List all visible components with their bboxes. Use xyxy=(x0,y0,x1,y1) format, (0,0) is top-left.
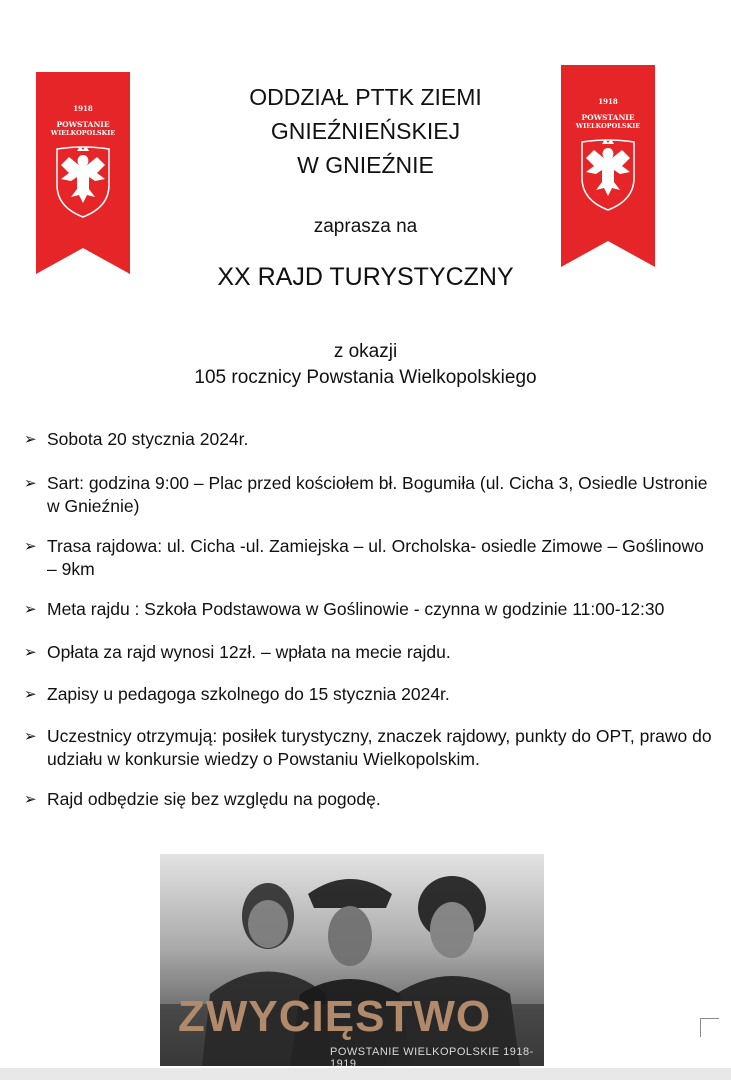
banner-year: 1918 xyxy=(598,97,618,106)
banner-line1: POWSTANIE xyxy=(56,120,110,129)
organization-title xyxy=(0,80,731,182)
arrow-bullet-icon: ➢ xyxy=(24,538,37,555)
occasion-line-1: z okazji xyxy=(333,341,398,362)
poster-subtitle: POWSTANIE WIELKOPOLSKIE 1918-1919 xyxy=(330,1046,534,1066)
list-item-text: Zapisy u pedagoga szkolnego do 15 stycznia 2024r. xyxy=(47,684,450,704)
arrow-bullet-icon: ➢ xyxy=(24,791,37,808)
zwyciestwo-poster-image xyxy=(160,854,544,1066)
list-item xyxy=(24,788,714,811)
event-title: XX RAJD TURYSTYCZNY xyxy=(217,263,514,291)
list-item xyxy=(24,725,714,771)
poster-title: ZWYCIĘSTWO xyxy=(178,992,492,1041)
occasion-line-2: 105 rocznicy Powstania Wielkopolskiego xyxy=(194,367,537,388)
bottom-scroll-bar xyxy=(0,1068,731,1080)
list-item-text: Trasa rajdowa: ul. Cicha -ul. Zamiejska – ul. Orcholska- osiedle Zimowe – Goślinowo – 9km xyxy=(47,536,704,579)
list-item-text: Uczestnicy otrzymują: posiłek turystyczny, znaczek rajdowy, punkty do OPT, prawo do udziału w konkursie wiedzy o Powstaniu Wielkopolskim. xyxy=(47,726,712,769)
event-details-list xyxy=(24,428,714,811)
arrow-bullet-icon: ➢ xyxy=(24,644,37,661)
arrow-bullet-icon: ➢ xyxy=(24,601,37,618)
org-line-1: ODDZIAŁ PTTK ZIEMI xyxy=(249,84,482,110)
org-line-2: GNIEŹNIEŃSKIEJ xyxy=(270,118,461,144)
arrow-bullet-icon: ➢ xyxy=(24,431,37,448)
list-item xyxy=(24,598,714,621)
invite-text: zaprasza na xyxy=(313,216,418,237)
list-item xyxy=(24,641,714,664)
banner-line2: WIELKOPOLSKIE xyxy=(575,122,641,130)
list-item-text: Sobota 20 stycznia 2024r. xyxy=(47,429,249,449)
list-item xyxy=(24,683,714,706)
list-item xyxy=(24,428,714,451)
list-item-text: Meta rajdu : Szkoła Podstawowa w Goślinowie - czynna w godzinie 11:00-12:30 xyxy=(47,599,665,619)
banner-year: 1918 xyxy=(73,104,93,113)
occasion-text xyxy=(0,339,731,391)
list-item-text: Sart: godzina 9:00 – Plac przed kościołem bł. Bogumiła (ul. Cicha 3, Osiedle Ustronie w Gnieźnie) xyxy=(47,473,708,516)
org-line-3: W GNIEŹNIE xyxy=(297,152,434,178)
arrow-bullet-icon: ➢ xyxy=(24,686,37,703)
list-item xyxy=(24,535,714,581)
arrow-bullet-icon: ➢ xyxy=(24,728,37,745)
list-item-text: Rajd odbędzie się bez względu na pogodę. xyxy=(47,789,381,809)
list-item xyxy=(24,472,714,518)
list-item-text: Opłata za rajd wynosi 12zł. – wpłata na mecie rajdu. xyxy=(47,642,451,662)
banner-line1: POWSTANIE xyxy=(581,113,635,122)
arrow-bullet-icon: ➢ xyxy=(24,475,37,492)
banner-line2: WIELKOPOLSKIE xyxy=(50,129,116,137)
corner-crop-icon xyxy=(700,1018,719,1037)
